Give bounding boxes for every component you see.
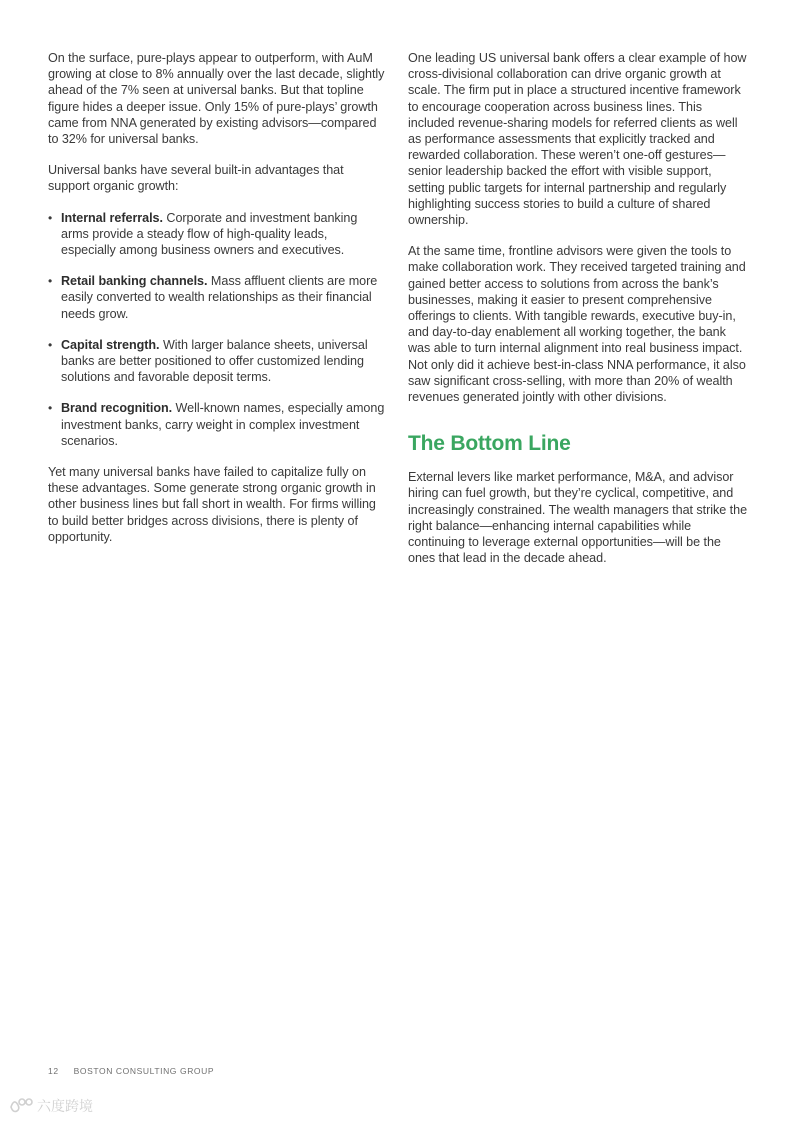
- intro-paragraph: On the surface, pure-plays appear to outperform, with AuM growing at close to 8% annually over the last decade, slightly ahead of the 7% seen at universal banks. But that topline figure hides a deeper issue. Only 15% of pure-plays’ growth came from NNA generated by existing advisors—compared to 32% for universal banks.: [48, 51, 385, 147]
- advisors-paragraph: At the same time, frontline advisors were given the tools to make collaboration work. They received targeted training and gained better access to solutions from across the bank’s businesses, making it easier to present comprehensive offerings to clients. With tangible rewards, executive buy-in, and day-to-day enablement all working together, the bank was able to turn internal alignment into real business impact. Not only did it achieve best-in-class NNA performance, it also saw significant cross-selling, with more than 20% of wealth revenues generated jointly with other divisions.: [408, 244, 746, 405]
- closing-paragraph: Yet many universal banks have failed to capitalize fully on these advantages. Some generate strong organic growth in other business lines but fall short in wealth. For firms willing to build better bridges across divisions, there is plenty of opportunity.: [48, 465, 376, 544]
- list-item-text: With larger balance sheets, universal banks are better positioned to offer customized lending solutions and favorable deposit terms.: [61, 337, 368, 385]
- list-item-title: Brand recognition.: [61, 401, 173, 416]
- example-paragraph: One leading US universal bank offers a clear example of how cross-divisional collaboration can drive organic growth at scale. The firm put in place a structured incentive framework to encourage cooperation across business lines. This included revenue-sharing models for referred clients as well as performance assessments that explicitly tracked and rewarded collaboration. These weren’t one-off gestures—senior leadership backed the effort with visible support, setting public targets for internal partnership and regularly highlighting success stories to build a culture of shared ownership.: [408, 51, 747, 228]
- list-item: [48, 273, 385, 322]
- list-item: [48, 210, 385, 259]
- section-heading: The Bottom Line: [408, 432, 571, 456]
- list-item: [48, 337, 385, 386]
- advantages-lead-paragraph: Universal banks have several built-in advantages that support organic growth:: [48, 163, 344, 194]
- list-item: [48, 400, 385, 449]
- page-number: 12: [48, 1066, 59, 1076]
- bottom-line-paragraph: External levers like market performance, M&A, and advisor hiring can fuel growth, but they’re cyclical, competitive, and increasingly constrained. The wealth managers that strike the right balance—enhancing internal capabilities while continuing to leverage external opportunities—will be the ones that lead in the decade ahead.: [408, 470, 748, 566]
- watermark-text: 六度跨境: [37, 1099, 93, 1115]
- bullet-dot-icon: •: [48, 210, 53, 225]
- page-footer: [48, 1066, 214, 1076]
- list-item-title: Retail banking channels.: [61, 274, 208, 289]
- list-item-title: Capital strength.: [61, 337, 160, 352]
- bullet-dot-icon: •: [48, 401, 53, 416]
- advantages-list: [48, 210, 385, 449]
- left-column: [48, 50, 385, 560]
- list-item-text: Corporate and investment banking arms provide a steady flow of high-quality leads, especially among business owners and executives.: [61, 210, 358, 258]
- bullet-dot-icon: •: [48, 274, 53, 289]
- list-item-text: Well-known names, especially among investment banks, carry weight in complex investment scenarios.: [61, 401, 385, 448]
- list-item-title: Internal referrals.: [61, 210, 163, 225]
- watermark-logo: [8, 1094, 108, 1116]
- publisher-name: BOSTON CONSULTING GROUP: [73, 1066, 215, 1076]
- right-column: [408, 50, 748, 581]
- bullet-dot-icon: •: [48, 337, 53, 352]
- list-item-text: Mass affluent clients are more easily converted to wealth relationships as their financial needs grow.: [61, 274, 378, 321]
- watermark-mark-icon: [11, 1099, 32, 1112]
